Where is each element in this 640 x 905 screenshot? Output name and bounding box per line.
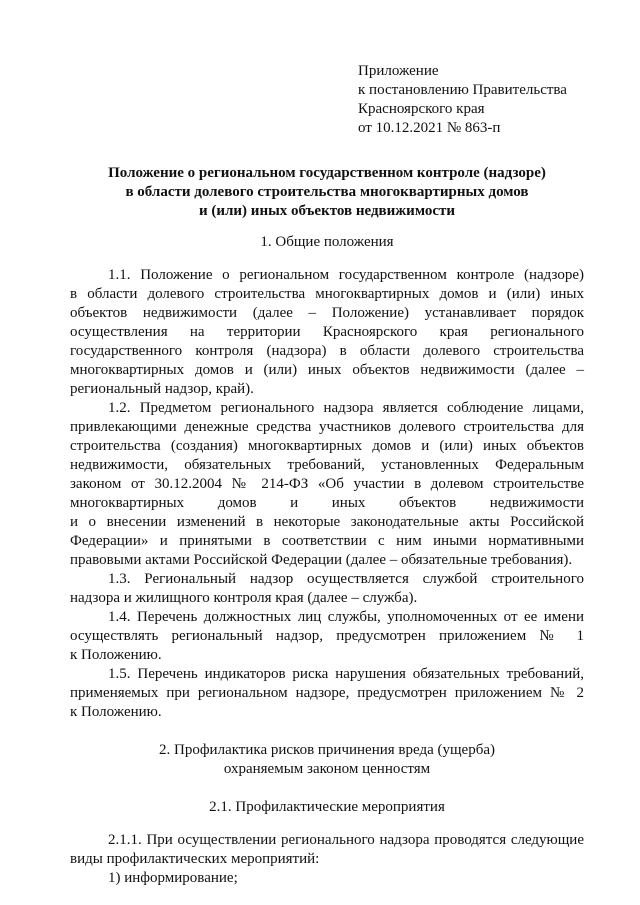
paragraph-line: в области долевого строительства многоквартирных домов и (или) иных [70,286,584,302]
section-1-heading [70,233,584,252]
paragraph-line: применяемых при региональном надзоре, предусмотрен приложением № 2 [70,685,584,701]
paragraph-line: к Положению. [70,704,162,720]
paragraph-line: надзора и жилищного контроля края (далее – служба). [70,590,418,606]
title-line: в области долевого строительства многоквартирных домов [125,184,529,200]
paragraph-line: многоквартирных домов и (или) иных объектов недвижимости (далее – [70,362,584,378]
paragraph-line: 1.3. Региональный надзор осуществляется службой строительного [108,571,584,587]
paragraph-1-1 [70,266,584,399]
appendix-reference [358,62,618,138]
section-2-1-heading [70,798,584,817]
paragraph-line: 1.1. Положение о региональном государственном контроле (надзоре) [108,267,584,283]
appendix-line: Приложение [358,63,439,79]
document-title [70,164,584,221]
paragraph-line: виды профилактических мероприятий: [70,851,320,867]
section-2-heading [70,741,584,779]
heading-line: 1. Общие положения [260,234,394,250]
paragraph-line: строительства (создания) многоквартирных домов и (или) иных объектов [70,438,584,454]
heading-line: 2.1. Профилактические мероприятия [209,799,445,815]
paragraph-line: правовыми актами Российской Федерации (далее – обязательные требования). [70,552,573,568]
paragraph-line: многоквартирных домов и иных объектов недвижимости [70,495,584,511]
paragraph-line: 2.1.1. При осуществлении регионального надзора проводятся следующие [108,832,584,848]
paragraph-line: осуществления на территории Красноярского края регионального [70,324,584,340]
title-line: Положение о региональном государственном контроле (надзоре) [108,165,546,181]
appendix-line: к постановлению Правительства [358,82,567,98]
paragraph-1-4 [70,608,584,665]
paragraph-line: 1.2. Предметом регионального надзора является соблюдение лицами, [108,400,584,416]
paragraph-line: государственного контроля (надзора) в области долевого строительства [70,343,584,359]
paragraph-line: 1.5. Перечень индикаторов риска нарушения обязательных требований, [108,666,584,682]
heading-line: охраняемым законом ценностям [223,761,431,777]
paragraph-1-3 [70,570,584,608]
paragraph-line: и о внесении изменений в некоторые законодательные акты Российской [70,514,584,530]
paragraph-line: региональный надзор, край). [70,381,254,397]
paragraph-2-1-1 [70,831,584,888]
paragraph-1-5 [70,665,584,722]
paragraph-line: привлекающими денежные средства участников долевого строительства для [70,419,584,435]
title-line: и (или) иных объектов недвижимости [198,203,456,219]
appendix-line: от 10.12.2021 № 863-п [358,120,501,136]
paragraph-line: Федерации» и принятыми в соответствии с ним иными нормативными [70,533,584,549]
paragraph-line: к Положению. [70,647,162,663]
heading-line: 2. Профилактика рисков причинения вреда (ущерба) [159,742,495,758]
paragraph-line: 1.4. Перечень должностных лиц службы, уполномоченных от ее имени [108,609,584,625]
paragraph-line: объектов недвижимости (далее – Положение) устанавливает порядок [70,305,584,321]
paragraph-line: 1) информирование; [108,870,238,886]
paragraph-line: недвижимости, обязательных требований, установленных Федеральным [70,457,584,473]
paragraph-line: осуществлять региональный надзор, предусмотрен приложением № 1 [70,628,584,644]
paragraph-line: законом от 30.12.2004 № 214-ФЗ «Об участии в долевом строительстве [70,476,584,492]
appendix-line: Красноярского края [358,101,485,117]
paragraph-1-2 [70,399,584,570]
